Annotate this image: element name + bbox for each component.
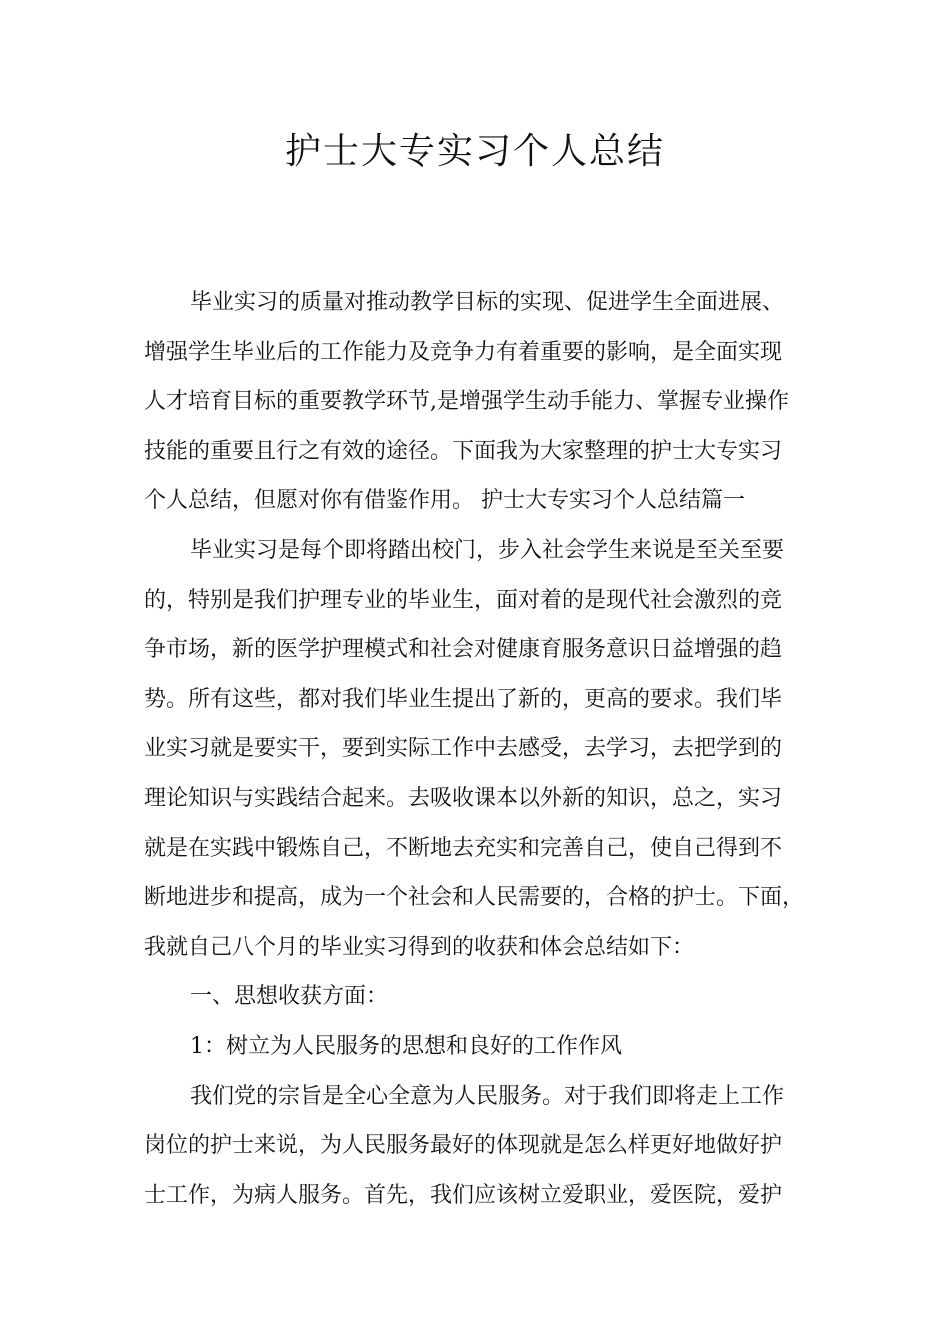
paragraph-line: 断地进步和提高，成为一个社会和人民需要的，合格的护士。下面， — [144, 885, 805, 911]
paragraph-line: 士工作，为病人服务。首先，我们应该树立爱职业，爱医院，爱护 — [144, 1182, 783, 1208]
paragraph-line: 人才培育目标的重要教学环节,是增强学生动手能力、掌握专业操作 — [144, 389, 789, 415]
paragraph-line: 业实习就是要实干，要到实际工作中去感受，去学习，去把学到的 — [144, 736, 783, 762]
subsection-heading: 1：树立为人民服务的思想和良好的工作作风 — [190, 1033, 622, 1059]
paragraph-line: 理论知识与实践结合起来。去吸收课本以外新的知识，总之，实习 — [144, 785, 783, 811]
paragraph-line: 岗位的护士来说，为人民服务最好的体现就是怎么样更好地做好护 — [144, 1133, 783, 1159]
paragraph-line: 技能的重要且行之有效的途径。下面我为大家整理的护士大专实习 — [144, 438, 783, 464]
document-title: 护士大专实习个人总结 — [284, 131, 665, 172]
paragraph-line: 增强学生毕业后的工作能力及竞争力有着重要的影响，是全面实现 — [144, 339, 783, 365]
paragraph-line: 就是在实践中锻炼自己，不断地去充实和完善自己，使自己得到不 — [144, 835, 783, 861]
paragraph-line: 的，特别是我们护理专业的毕业生，面对着的是现代社会激烈的竞 — [144, 587, 783, 613]
paragraph-line: 毕业实习的质量对推动教学目标的实现、促进学生全面进展、 — [190, 290, 785, 315]
paragraph-line: 个人总结，但愿对你有借鉴作用。 护士大专实习个人总结篇一 — [144, 488, 745, 514]
paragraph-line: 我们党的宗旨是全心全意为人民服务。对于我们即将走上工作 — [190, 1083, 785, 1109]
paragraph-line: 势。所有这些，都对我们毕业生提出了新的，更高的要求。我们毕 — [144, 686, 783, 712]
document-body — [144, 278, 834, 1220]
paragraph-line: 毕业实习是每个即将踏出校门，步入社会学生来说是至关至要 — [190, 537, 785, 563]
paragraph-line: 我就自己八个月的毕业实习得到的收获和体会总结如下： — [144, 934, 695, 960]
section-heading: 一、思想收获方面： — [190, 984, 389, 1010]
paragraph-line: 争市场，新的医学护理模式和社会对健康育服务意识日益增强的趋 — [144, 637, 783, 663]
